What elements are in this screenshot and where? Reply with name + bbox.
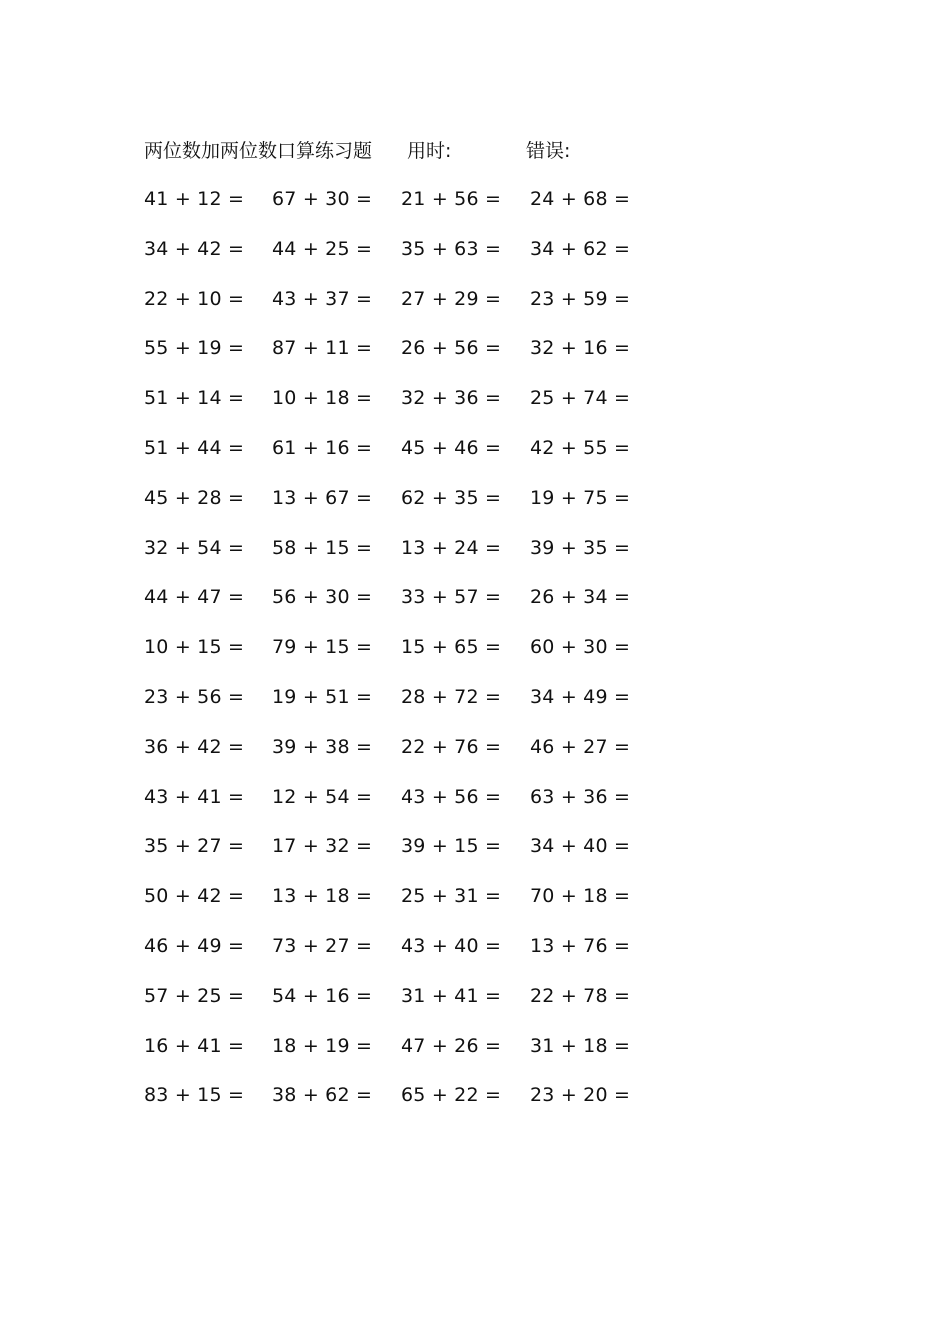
problem-item: 32 + 36 = xyxy=(401,387,502,410)
problem-item: 22 + 76 = xyxy=(401,735,502,758)
problem-item: 43 + 41 = xyxy=(144,785,245,808)
problem-item: 18 + 19 = xyxy=(272,1034,373,1057)
problem-row xyxy=(144,931,664,981)
problem-row xyxy=(144,732,664,782)
problem-item: 55 + 19 = xyxy=(144,337,245,360)
problem-item: 43 + 56 = xyxy=(401,785,502,808)
problem-item: 43 + 37 = xyxy=(272,287,373,310)
problem-item: 39 + 35 = xyxy=(530,536,631,559)
problem-row xyxy=(144,1080,664,1130)
problem-item: 26 + 34 = xyxy=(530,586,631,609)
problem-item: 21 + 56 = xyxy=(401,188,502,210)
problem-item: 10 + 15 = xyxy=(144,636,245,659)
problem-item: 15 + 65 = xyxy=(401,636,502,659)
problem-item: 31 + 41 = xyxy=(401,984,502,1007)
problem-item: 45 + 46 = xyxy=(401,436,502,459)
problem-item: 35 + 27 = xyxy=(144,835,245,858)
problem-item: 23 + 59 = xyxy=(530,287,631,310)
problem-item: 16 + 41 = xyxy=(144,1034,245,1057)
problem-item: 17 + 32 = xyxy=(272,835,373,858)
problem-row xyxy=(144,981,664,1031)
problem-item: 13 + 67 = xyxy=(272,486,373,509)
problem-row xyxy=(144,782,664,832)
problem-item: 28 + 72 = xyxy=(401,685,502,708)
problem-item: 65 + 22 = xyxy=(401,1084,502,1107)
problem-item: 38 + 62 = xyxy=(272,1084,373,1107)
problem-item: 46 + 49 = xyxy=(144,934,245,957)
problem-item: 70 + 18 = xyxy=(530,885,631,908)
problem-item: 56 + 30 = xyxy=(272,586,373,609)
problem-item: 63 + 36 = xyxy=(530,785,631,808)
problem-item: 31 + 18 = xyxy=(530,1034,631,1057)
worksheet-header xyxy=(144,136,704,166)
problem-item: 39 + 15 = xyxy=(401,835,502,858)
problem-item: 19 + 75 = xyxy=(530,486,631,509)
problem-row xyxy=(144,234,664,284)
problem-item: 67 + 30 = xyxy=(272,188,373,210)
problem-item: 23 + 20 = xyxy=(530,1084,631,1107)
problem-item: 36 + 42 = xyxy=(144,735,245,758)
problem-row xyxy=(144,333,664,383)
problem-row xyxy=(144,682,664,732)
problem-item: 22 + 78 = xyxy=(530,984,631,1007)
problem-item: 13 + 24 = xyxy=(401,536,502,559)
problem-item: 32 + 16 = xyxy=(530,337,631,360)
problem-item: 24 + 68 = xyxy=(530,188,631,210)
problem-item: 46 + 27 = xyxy=(530,735,631,758)
problem-item: 23 + 56 = xyxy=(144,685,245,708)
problem-row xyxy=(144,533,664,583)
problem-item: 79 + 15 = xyxy=(272,636,373,659)
problem-row xyxy=(144,184,664,234)
problem-item: 42 + 55 = xyxy=(530,436,631,459)
problem-row xyxy=(144,1031,664,1081)
problem-item: 87 + 11 = xyxy=(272,337,373,360)
problem-item: 51 + 44 = xyxy=(144,436,245,459)
problem-item: 34 + 49 = xyxy=(530,685,631,708)
problem-item: 25 + 74 = xyxy=(530,387,631,410)
problem-item: 33 + 57 = xyxy=(401,586,502,609)
problem-item: 13 + 76 = xyxy=(530,934,631,957)
problem-item: 43 + 40 = xyxy=(401,934,502,957)
problem-item: 61 + 16 = xyxy=(272,436,373,459)
problem-item: 34 + 62 = xyxy=(530,237,631,260)
problem-item: 26 + 56 = xyxy=(401,337,502,360)
problem-item: 47 + 26 = xyxy=(401,1034,502,1057)
problem-item: 41 + 12 = xyxy=(144,188,245,210)
problem-grid xyxy=(144,184,664,1130)
problem-item: 50 + 42 = xyxy=(144,885,245,908)
problem-row xyxy=(144,831,664,881)
problem-item: 32 + 54 = xyxy=(144,536,245,559)
problem-item: 12 + 54 = xyxy=(272,785,373,808)
problem-row xyxy=(144,483,664,533)
problem-row xyxy=(144,433,664,483)
problem-item: 45 + 28 = xyxy=(144,486,245,509)
problem-item: 57 + 25 = xyxy=(144,984,245,1007)
problem-item: 73 + 27 = xyxy=(272,934,373,957)
problem-item: 25 + 31 = xyxy=(401,885,502,908)
problem-item: 83 + 15 = xyxy=(144,1084,245,1107)
problem-item: 44 + 25 = xyxy=(272,237,373,260)
problem-item: 10 + 18 = xyxy=(272,387,373,410)
worksheet-title: 两位数加两位数口算练习题 xyxy=(144,140,373,162)
problem-item: 35 + 63 = xyxy=(401,237,502,260)
problem-item: 44 + 47 = xyxy=(144,586,245,609)
errors-label: 错误: xyxy=(526,140,571,162)
problem-item: 22 + 10 = xyxy=(144,287,245,310)
problem-item: 60 + 30 = xyxy=(530,636,631,659)
problem-item: 54 + 16 = xyxy=(272,984,373,1007)
problem-row xyxy=(144,383,664,433)
time-used-label: 用时: xyxy=(407,140,452,162)
problem-item: 51 + 14 = xyxy=(144,387,245,410)
problem-item: 34 + 40 = xyxy=(530,835,631,858)
problem-row xyxy=(144,582,664,632)
problem-item: 39 + 38 = xyxy=(272,735,373,758)
problem-item: 62 + 35 = xyxy=(401,486,502,509)
problem-row xyxy=(144,881,664,931)
problem-item: 13 + 18 = xyxy=(272,885,373,908)
problem-row xyxy=(144,284,664,334)
problem-row xyxy=(144,632,664,682)
problem-item: 58 + 15 = xyxy=(272,536,373,559)
problem-item: 19 + 51 = xyxy=(272,685,373,708)
problem-item: 27 + 29 = xyxy=(401,287,502,310)
problem-item: 34 + 42 = xyxy=(144,237,245,260)
